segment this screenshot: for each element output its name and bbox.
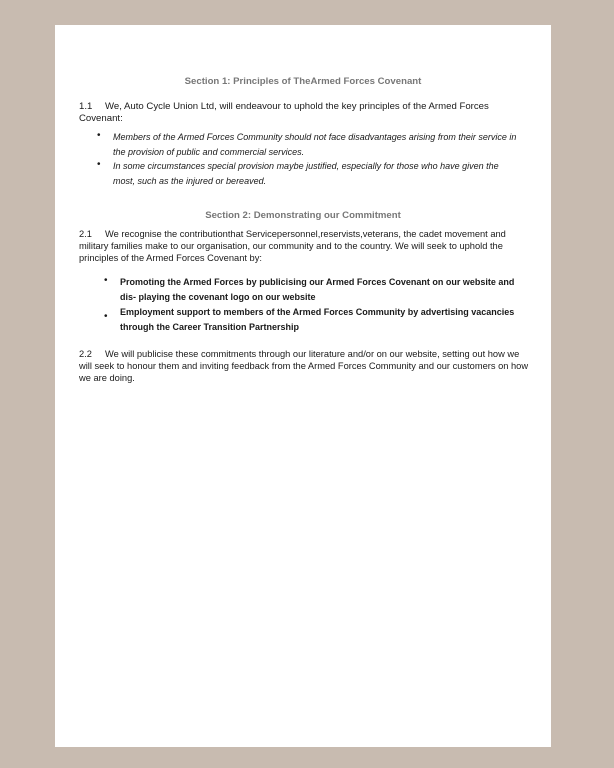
list-item-text: In some circumstances special provision maybe justified, especially for those who have given the most, such as the injured or bereaved. xyxy=(113,161,499,186)
paragraph-number: 1.1 xyxy=(79,101,93,112)
paragraph-1-1 xyxy=(79,101,531,125)
bullet-icon: • xyxy=(104,275,108,286)
paragraph-number: 2.2 xyxy=(79,349,92,359)
list-item-text: Members of the Armed Forces Community should not face disadvantages arising from their service in the provision of public and commercial services. xyxy=(113,132,517,157)
paragraph-2-1 xyxy=(79,228,531,265)
paragraph-text: We will publicise these commitments through our literature and/or on our website, setting out how we will seek to honour them and inviting feedback from the Armed Forces Community and our customers on how we are doing. xyxy=(79,349,529,384)
section-2-heading: Section 2: Demonstrating our Commitment xyxy=(205,210,401,221)
paragraph-text: We, Auto Cycle Union Ltd, will endeavour to uphold the key principles of the Armed Forces Covenant: xyxy=(79,101,489,125)
bullet-icon: • xyxy=(97,159,101,170)
paragraph-number: 2.1 xyxy=(79,229,92,239)
section-1-heading: Section 1: Principles of TheArmed Forces Covenant xyxy=(184,76,422,87)
paragraph-2-2 xyxy=(79,348,531,385)
bullet-icon: • xyxy=(104,311,108,322)
list-item-text: Promoting the Armed Forces by publicising our Armed Forces Covenant on our website and dis- playing the covenant logo on our website xyxy=(120,277,515,302)
bullet-icon: • xyxy=(97,130,101,141)
list-item-text: Employment support to members of the Armed Forces Community by advertising vacancies through the Career Transition Partnership xyxy=(120,307,515,332)
paragraph-text: We recognise the contributionthat Servicepersonnel,reservists,veterans, the cadet movement and military families make to our organisation, our community and to the country. We will seek to uphold the principles of the Armed Forces Covenant by: xyxy=(79,229,506,264)
document-page xyxy=(55,25,551,747)
